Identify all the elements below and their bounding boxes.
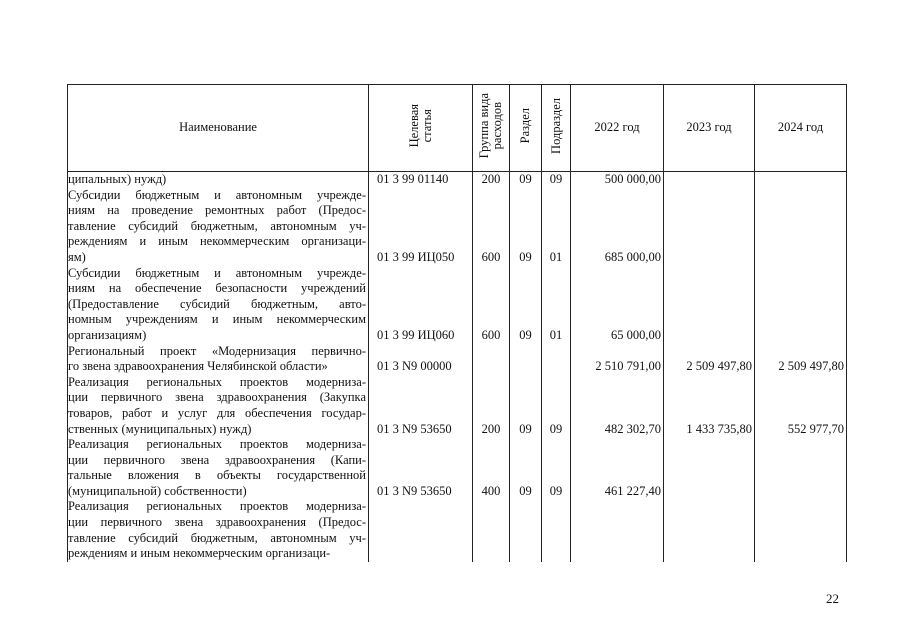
- row-amount-2024: [755, 188, 847, 266]
- header-expense-group: Группа вида расходов: [473, 85, 510, 172]
- row-name-line: го звена здравоохранения Челябинской области»: [68, 359, 328, 374]
- row-section: 09: [510, 375, 542, 437]
- row-amount-2023: [664, 266, 755, 344]
- row-target-article: 01 3 99 ИЦ060: [369, 266, 473, 344]
- row-name: [68, 437, 369, 499]
- header-name: Наименование: [68, 85, 369, 172]
- row-amount-2023: 1 433 735,80: [664, 375, 755, 437]
- header-target-article: Целевая статья: [369, 85, 473, 172]
- row-name-line: ниям на обеспечение безопасности учреждений: [68, 281, 366, 296]
- header-2024: 2024 год: [755, 85, 847, 172]
- row-section: [510, 499, 542, 561]
- row-name-line: реждениям и иным некоммерческим организаци-: [68, 546, 331, 561]
- header-2022: 2022 год: [571, 85, 664, 172]
- row-name: [68, 499, 369, 561]
- header-subsection: Подраздел: [542, 85, 571, 172]
- row-name-line: Субсидии бюджетным и автономным учрежде-: [68, 187, 366, 202]
- row-expense-group: [473, 344, 510, 375]
- row-name-line: ственных (муниципальных) нужд): [68, 421, 252, 436]
- page-number: 22: [826, 591, 839, 606]
- row-expense-group: 600: [473, 188, 510, 266]
- row-name-line: ниям на проведение ремонтных работ (Предос-: [68, 203, 366, 218]
- row-name: [68, 266, 369, 344]
- row-name-line: Реализация региональных проектов модерниза-: [68, 499, 366, 514]
- row-name-line: организациям): [68, 327, 147, 342]
- row-target-article: 01 3 99 ИЦ050: [369, 188, 473, 266]
- row-section: [510, 344, 542, 375]
- row-subsection: 09: [542, 375, 571, 437]
- row-name-line: Субсидии бюджетным и автономным учрежде-: [68, 265, 366, 280]
- row-name-line: Реализация региональных проектов модерниза-: [68, 437, 366, 452]
- row-expense-group: 200: [473, 172, 510, 188]
- header-2023: 2023 год: [664, 85, 755, 172]
- row-name: [68, 344, 369, 375]
- row-subsection: [542, 344, 571, 375]
- row-name-line: реждениям и иным некоммерческим организаци-: [68, 234, 366, 249]
- row-amount-2024: 2 509 497,80: [755, 344, 847, 375]
- row-name-line: тавление субсидий бюджетным, автономным уч-: [68, 530, 366, 545]
- table-row: [68, 172, 847, 188]
- table-row: [68, 375, 847, 437]
- row-amount-2022: 685 000,00: [571, 188, 664, 266]
- row-subsection: 01: [542, 266, 571, 344]
- row-name: [68, 188, 369, 266]
- row-name-line: ям): [68, 249, 86, 264]
- row-amount-2024: [755, 266, 847, 344]
- row-expense-group: 200: [473, 375, 510, 437]
- row-name-line: ции первичного звена здравоохранения (Капи-: [68, 452, 366, 467]
- row-amount-2023: [664, 188, 755, 266]
- row-amount-2024: [755, 437, 847, 499]
- row-target-article: 01 3 99 01140: [369, 172, 473, 188]
- row-amount-2022: 482 302,70: [571, 375, 664, 437]
- row-name-line: (Предоставление субсидий бюджетным, авто-: [68, 296, 366, 311]
- row-name-line: номным учреждениям и иным некоммерческим: [68, 312, 366, 327]
- row-name-line: ципальных) нужд): [68, 172, 167, 186]
- row-amount-2023: [664, 172, 755, 188]
- row-name-line: тавление субсидий бюджетным, автономным уч-: [68, 218, 366, 233]
- table-row: [68, 499, 847, 561]
- header-section: Раздел: [510, 85, 542, 172]
- row-expense-group: 400: [473, 437, 510, 499]
- table-header: [68, 85, 847, 172]
- row-name: [68, 375, 369, 437]
- row-name-line: ции первичного звена здравоохранения (Закупка: [68, 390, 366, 405]
- row-section: 09: [510, 266, 542, 344]
- row-subsection: [542, 499, 571, 561]
- table-body: [68, 172, 847, 562]
- row-name-line: Реализация региональных проектов модерниза-: [68, 374, 366, 389]
- row-amount-2022: [571, 499, 664, 561]
- row-amount-2023: [664, 499, 755, 561]
- row-target-article: 01 3 N9 53650: [369, 437, 473, 499]
- table-row: [68, 188, 847, 266]
- row-expense-group: [473, 499, 510, 561]
- row-amount-2022: 500 000,00: [571, 172, 664, 188]
- row-name-line: (муниципальной) собственности): [68, 483, 247, 498]
- table-row: [68, 266, 847, 344]
- table-row: [68, 344, 847, 375]
- row-amount-2022: 2 510 791,00: [571, 344, 664, 375]
- row-name-line: Региональный проект «Модернизация первично-: [68, 343, 366, 358]
- row-expense-group: 600: [473, 266, 510, 344]
- table-row: [68, 437, 847, 499]
- row-amount-2024: [755, 499, 847, 561]
- row-target-article: 01 3 N9 00000: [369, 344, 473, 375]
- row-subsection: 09: [542, 437, 571, 499]
- row-target-article: 01 3 N9 53650: [369, 375, 473, 437]
- row-amount-2024: 552 977,70: [755, 375, 847, 437]
- row-section: 09: [510, 172, 542, 188]
- row-name: [68, 172, 369, 188]
- row-target-article: [369, 499, 473, 561]
- row-amount-2024: [755, 172, 847, 188]
- row-subsection: 09: [542, 172, 571, 188]
- row-amount-2022: 461 227,40: [571, 437, 664, 499]
- row-name-line: ции первичного звена здравоохранения (Предос-: [68, 515, 366, 530]
- row-amount-2023: [664, 437, 755, 499]
- row-subsection: 01: [542, 188, 571, 266]
- row-section: 09: [510, 437, 542, 499]
- row-amount-2022: 65 000,00: [571, 266, 664, 344]
- row-name-line: товаров, работ и услуг для обеспечения государ-: [68, 405, 366, 420]
- row-section: 09: [510, 188, 542, 266]
- row-name-line: тальные вложения в объекты государственной: [68, 468, 366, 483]
- budget-table: [67, 84, 847, 562]
- row-amount-2023: 2 509 497,80: [664, 344, 755, 375]
